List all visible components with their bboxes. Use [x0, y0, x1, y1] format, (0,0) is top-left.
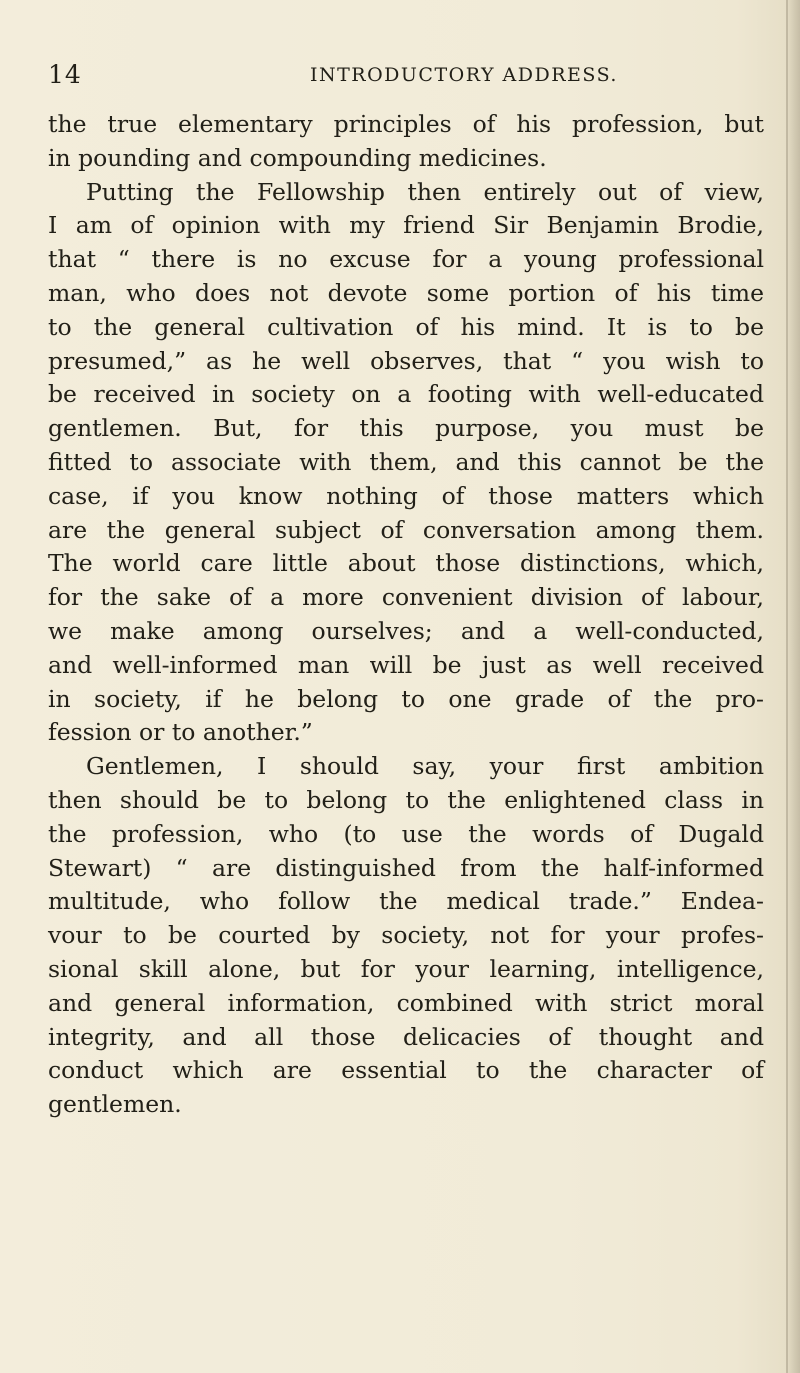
text-line: gentlemen. — [48, 1090, 182, 1119]
text-line: are the general subject of conversation among them. — [48, 515, 764, 544]
text-line: the true elementary principles of his profession, but — [48, 110, 764, 138]
text-line: gentlemen. But, for this purpose, you must be — [48, 414, 764, 443]
text-line: that “ there is no excuse for a young professional — [48, 245, 764, 274]
text-line: multitude, who follow the medical trade.” Endea- — [48, 887, 764, 916]
text-line: Gentlemen, I should say, your first ambition — [86, 752, 764, 781]
running-head — [48, 60, 618, 94]
text-line: The world care little about those distinctions, which, — [48, 549, 764, 578]
running-title: INTRODUCTORY ADDRESS. — [310, 64, 618, 86]
text-line: for the sake of a more convenient division of labour, — [48, 583, 764, 612]
text-line: the profession, who (to use the words of Dugald — [48, 819, 764, 848]
text-line: Putting the Fellowship then entirely out of view, — [86, 177, 764, 206]
text-line: be received in society on a footing with well-educated — [48, 380, 764, 409]
text-line: then should be to belong to the enlightened class in — [48, 785, 764, 814]
text-line: in pounding and compounding medicines. — [48, 143, 547, 172]
text-line: in society, if he belong to one grade of the pro- — [48, 684, 764, 713]
text-line: and well-informed man will be just as well received — [48, 650, 764, 679]
text-line: fession or to another.” — [48, 718, 313, 747]
text-line: presumed,” as he well observes, that “ you wish to — [48, 346, 764, 375]
page-number: 14 — [48, 60, 82, 89]
page-edge-line — [786, 0, 788, 1373]
text-line: fitted to associate with them, and this cannot be the — [48, 447, 764, 476]
text-line: vour to be courted by society, not for your profes- — [48, 921, 764, 950]
text-line: Stewart) “ are distinguished from the half-informed — [48, 853, 764, 882]
body-text — [48, 108, 764, 1122]
text-line: to the general cultivation of his mind. It is to be — [48, 312, 764, 341]
text-line: man, who does not devote some portion of his time — [48, 278, 764, 307]
text-line: I am of opinion with my friend Sir Benjamin Brodie, — [48, 211, 764, 240]
text-line: integrity, and all those delicacies of thought and — [48, 1022, 764, 1051]
text-line: and general information, combined with strict moral — [48, 988, 764, 1017]
text-line: sional skill alone, but for your learning, intelligence, — [48, 954, 764, 983]
text-line: conduct which are essential to the character of — [48, 1056, 764, 1085]
text-line: case, if you know nothing of those matters which — [48, 481, 764, 510]
page-edge-shadow — [786, 0, 800, 1373]
text-line: we make among ourselves; and a well-conducted, — [48, 616, 764, 645]
